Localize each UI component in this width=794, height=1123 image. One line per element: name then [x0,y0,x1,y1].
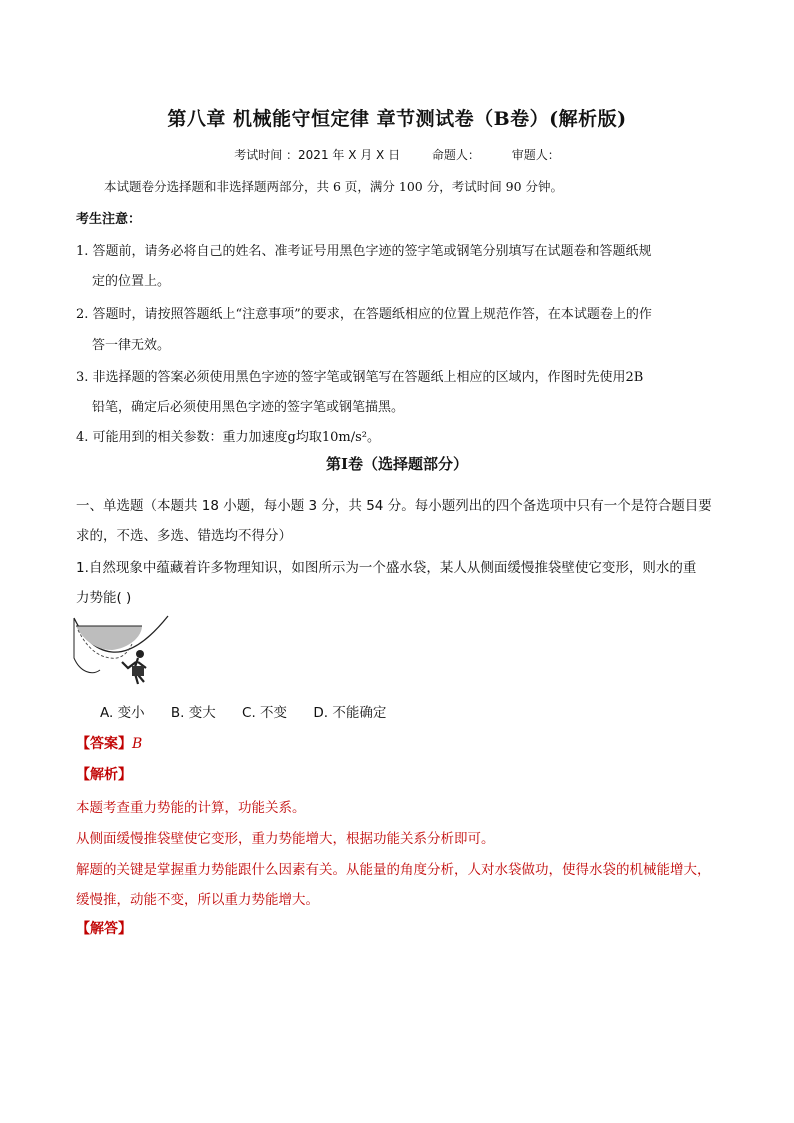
notice-line: 2. 答题时，请按照答题纸上“注意事项”的要求，在答题纸相应的位置上规范作答，在本试题卷上的作 [76,307,652,322]
notice-line: 3. 非选择题的答案必须使用黑色字迹的签字笔或钢笔写在答题纸上相应的区域内，作图时先使用2B [76,370,644,385]
solution-label: 【解答】 [76,921,132,937]
notice-heading: 考生注意： [76,212,142,227]
question-text: 1.自然现象中蕴藏着许多物理知识，如图所示为一个盛水袋，某人从侧面缓慢推袋壁使它变形，则水的重 [76,560,697,576]
section-title: 第Ⅰ卷（选择题部分） [325,455,469,473]
exam-time: 考试时间 ：2021 年 X 月 X 日 [234,148,401,162]
answer-value: B [132,736,143,752]
analysis-line: 从侧面缓慢推袋壁使它变形，重力势能增大，根据功能关系分析即可。 [76,831,495,847]
notice-line: 4. 可能用到的相关参数：重力加速度g均取10m/s²。 [76,430,380,445]
analysis-label: 【解析】 [76,767,132,783]
reviewer-field: 审题人： [511,148,560,162]
analysis-line: 缓慢推，动能不变，所以重力势能增大。 [76,892,319,908]
notice-line: 定的位置上。 [92,274,171,289]
document-title: 第八章 机械能守恒定律 章节测试卷（B卷）(解析版) [167,108,627,130]
answer-block [76,733,142,753]
answer-label: 【答案】 [76,736,132,752]
notice-line: 1. 答题前，请务必将自己的姓名、准考证号用黑色字迹的签字笔或钢笔分别填写在试题卷和答题纸规 [76,244,652,259]
answer-options [100,701,408,721]
exam-intro: 本试题卷分选择题和非选择题两部分，共 6 页，满分 100 分，考试时间 90 分钟。 [104,179,564,194]
part-heading-line: 一、单选题（本题共 18 小题，每小题 3 分，共 54 分。每小题列出的四个备选项中只有一个是符合题目要 [76,498,712,514]
analysis-line: 本题考查重力势能的计算，功能关系。 [76,800,306,816]
option-d: D. 不能确定 [313,705,387,721]
option-c: C. 不变 [242,705,288,721]
notice-line: 铅笔，确定后必须使用黑色字迹的签字笔或钢笔描黑。 [92,400,405,415]
author-field: 命题人： [431,148,480,162]
option-b: B. 变大 [170,705,216,721]
notice-line: 答一律无效。 [92,338,171,353]
analysis-line: 解题的关键是掌握重力势能跟什么因素有关。从能量的角度分析，人对水袋做功，使得水袋的机械能增大， [76,862,711,878]
option-a: A. 变小 [100,705,145,721]
part-heading-line: 求的，不选、多选、错选均不得分） [76,528,292,544]
question-text: 力势能( ) [76,590,132,606]
exam-meta [0,146,794,163]
water-bag-figure [72,612,172,690]
